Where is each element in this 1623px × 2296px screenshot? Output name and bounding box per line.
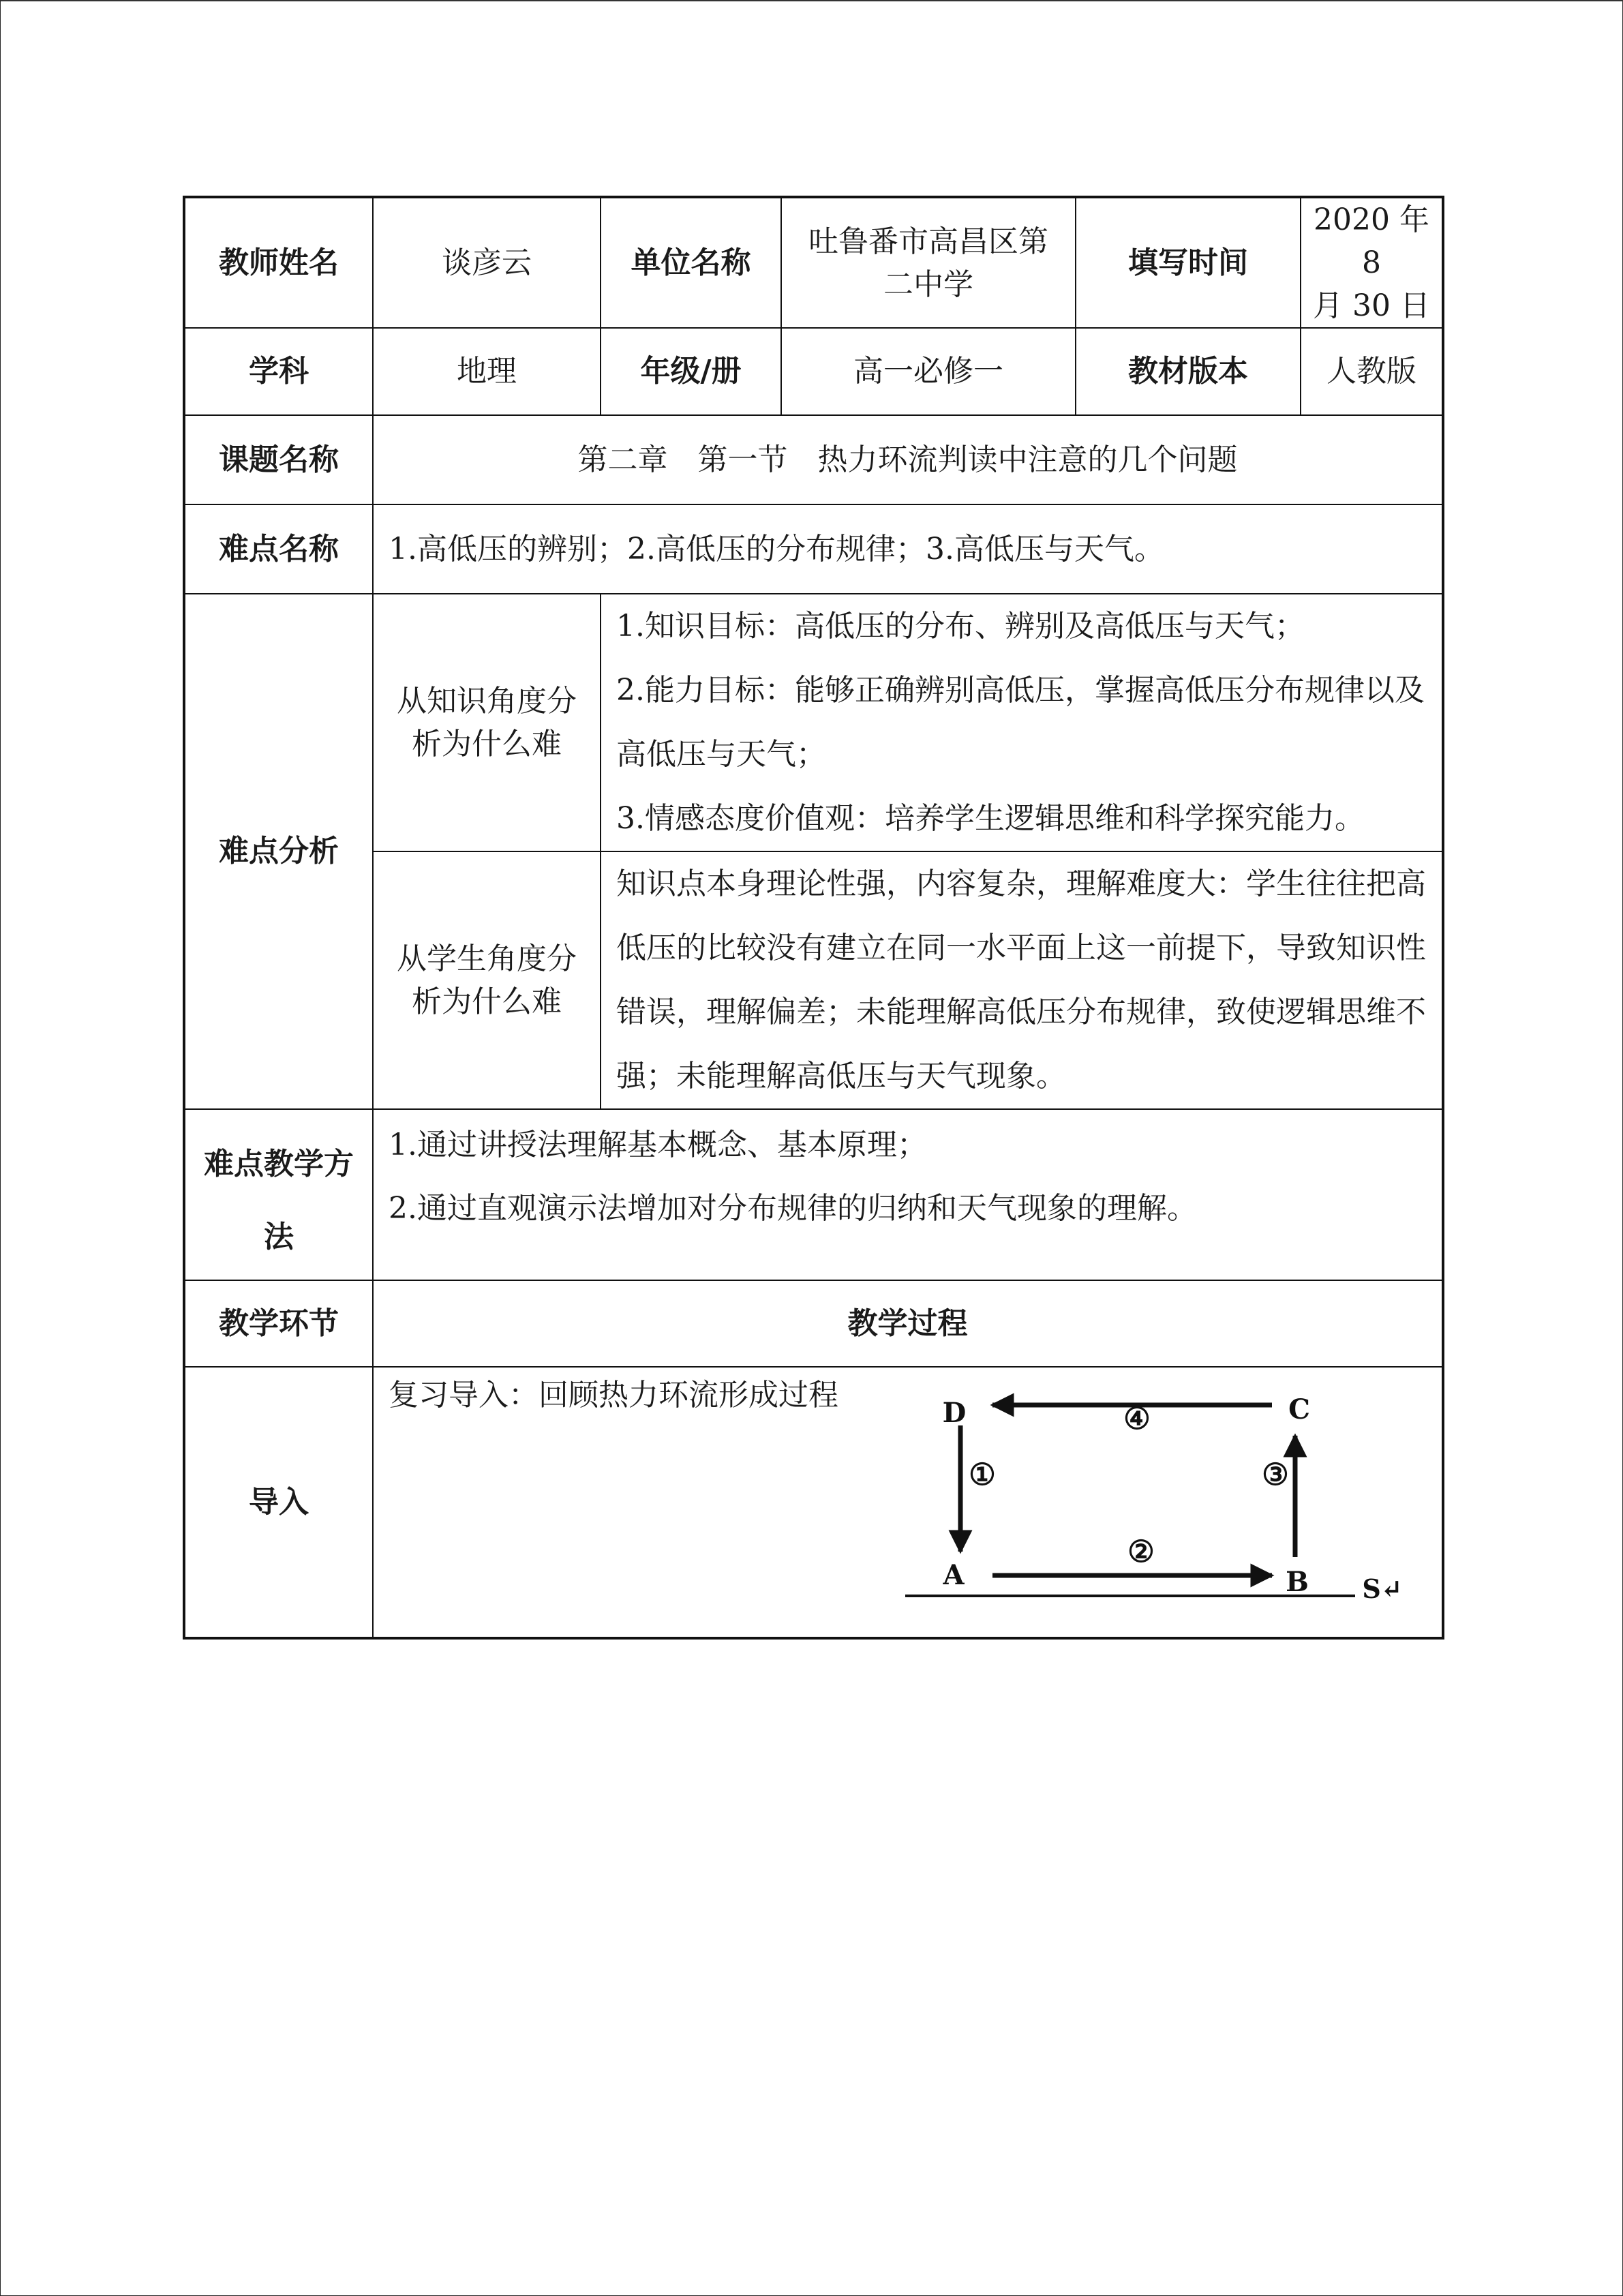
unit-name-value [781,197,1076,328]
method-label-line2: 法 [264,1220,294,1254]
fill-date-label: 填写时间 [1076,197,1301,328]
method-line-2: 2.通过直观演示法增加对分布规律的归纳和天气现象的理解。 [389,1191,1197,1226]
arrow-label-3: ③ [1262,1457,1289,1492]
method-content [373,1109,1443,1280]
arrow-label-4: ④ [1123,1402,1151,1436]
point-c: C [1288,1393,1310,1425]
knowledge-line-3: 高低压与天气； [616,737,826,772]
row-process-header [184,1280,1443,1367]
knowledge-angle-label [373,594,601,851]
point-d: D [942,1397,967,1429]
student-line-3: 错误，理解偏差；未能理解高低压分布规律，致使逻辑思维不 [616,995,1426,1029]
student-angle-content [601,851,1443,1109]
knowledge-line-4: 3.情感态度价值观：培养学生逻辑思维和科学探究能力。 [616,801,1365,836]
student-line-2: 低压的比较没有建立在同一水平面上这一前提下，导致知识性 [616,931,1426,965]
row-analysis-student [184,851,1443,1109]
grade-label: 年级/册 [601,328,781,415]
row-method [184,1109,1443,1280]
topic-value: 第二章 第一节 热力环流判读中注意的几个问题 [373,415,1443,504]
knowledge-angle-content [601,594,1443,851]
unit-name-label: 单位名称 [601,197,781,328]
grade-value: 高一必修一 [781,328,1076,415]
row-analysis-knowledge [184,594,1443,851]
student-line-1: 知识点本身理论性强，内容复杂，理解难度大：学生往往把高 [616,866,1426,901]
method-label [184,1109,373,1280]
knowledge-line-1: 1.知识目标：高低压的分布、辨别及高低压与天气； [616,609,1305,644]
knowledge-line-2: 2.能力目标：能够正确辨别高低压，掌握高低压分布规律以及 [616,673,1425,708]
difficulty-label: 难点名称 [184,504,373,594]
row-teacher-info [184,197,1443,328]
fill-date-line2: 月 30 日 [1313,288,1430,323]
subject-label: 学科 [184,328,373,415]
method-label-line1: 难点教学方 [204,1147,354,1181]
unit-name-line1: 吐鲁番市高昌区第 [808,224,1048,259]
point-s: S↵ [1362,1573,1403,1604]
teacher-name-value: 谈彦云 [373,197,601,328]
analysis-label: 难点分析 [184,594,373,1109]
intro-text: 复习导入：回顾热力环流形成过程 [389,1378,838,1413]
student-line-4: 强；未能理解高低压与天气现象。 [616,1059,1066,1093]
arrow-label-2: ② [1127,1535,1155,1569]
arrow-label-1: ① [969,1457,996,1492]
student-angle-label [373,851,601,1109]
knowledge-angle-line2: 析为什么难 [412,727,562,761]
stage-header: 教学环节 [184,1280,373,1367]
unit-name-line2: 二中学 [883,267,973,302]
student-angle-line1: 从学生角度分 [397,941,577,976]
row-subject-info [184,328,1443,415]
process-header: 教学过程 [373,1280,1443,1367]
lesson-plan-table [183,196,1444,1640]
difficulty-value: 1.高低压的辨别；2.高低压的分布规律；3.高低压与天气。 [373,504,1443,594]
row-difficulty [184,504,1443,594]
edition-label: 教材版本 [1076,328,1301,415]
topic-label: 课题名称 [184,415,373,504]
subject-value: 地理 [373,328,601,415]
thermal-circulation-diagram [374,1368,1442,1636]
intro-label: 导入 [184,1367,373,1638]
point-a: A [943,1559,965,1591]
knowledge-angle-line1: 从知识角度分 [397,684,577,719]
teacher-name-label: 教师姓名 [184,197,373,328]
row-topic [184,415,1443,504]
fill-date-line1: 2020 年 8 [1314,202,1429,280]
intro-content [373,1367,1443,1638]
method-line-1: 1.通过讲授法理解基本概念、基本原理； [389,1128,927,1162]
fill-date-value [1301,197,1443,328]
edition-value: 人教版 [1301,328,1443,415]
student-angle-line2: 析为什么难 [412,984,562,1019]
point-b: B [1286,1566,1309,1598]
row-intro [184,1367,1443,1638]
